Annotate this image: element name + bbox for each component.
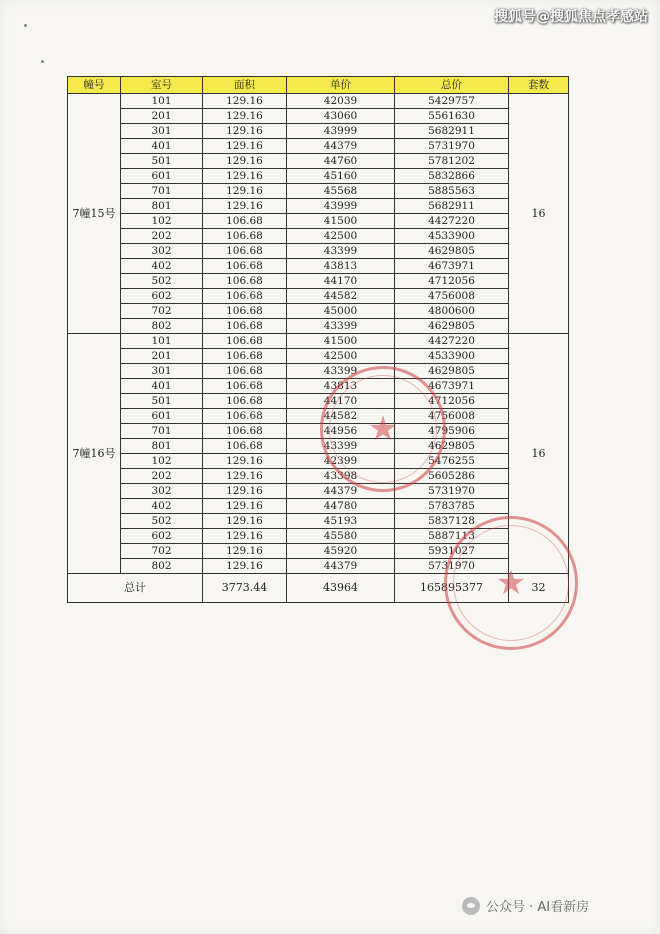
total-price-cell: 5561630 xyxy=(395,109,509,124)
count-cell: 16 xyxy=(509,94,569,334)
area-cell: 106.68 xyxy=(203,364,287,379)
room-cell: 602 xyxy=(121,529,203,544)
unit-price-cell: 44379 xyxy=(287,139,395,154)
unit-price-cell: 41500 xyxy=(287,334,395,349)
table-row xyxy=(68,259,569,274)
table-row xyxy=(68,334,569,349)
table-row xyxy=(68,514,569,529)
table-row xyxy=(68,124,569,139)
table-row xyxy=(68,544,569,559)
total-price-cell: 4629805 xyxy=(395,319,509,334)
unit-price-cell: 43813 xyxy=(287,379,395,394)
total-price: 165895377 xyxy=(395,574,509,603)
total-price-cell: 5931027 xyxy=(395,544,509,559)
unit-price-cell: 43060 xyxy=(287,109,395,124)
building-cell: 7幢16号 xyxy=(68,334,121,574)
table-row xyxy=(68,379,569,394)
footer-watermark xyxy=(462,896,589,915)
building-cell: 7幢15号 xyxy=(68,94,121,334)
paper-speck xyxy=(41,60,44,63)
room-cell: 501 xyxy=(121,394,203,409)
room-cell: 702 xyxy=(121,304,203,319)
room-cell: 301 xyxy=(121,124,203,139)
area-cell: 106.68 xyxy=(203,229,287,244)
unit-price-cell: 42500 xyxy=(287,349,395,364)
area-cell: 129.16 xyxy=(203,154,287,169)
area-cell: 129.16 xyxy=(203,529,287,544)
room-cell: 702 xyxy=(121,544,203,559)
total-price-cell: 4800600 xyxy=(395,304,509,319)
unit-price-cell: 45568 xyxy=(287,184,395,199)
table-body xyxy=(68,94,569,574)
total-price-cell: 4673971 xyxy=(395,259,509,274)
room-cell: 102 xyxy=(121,454,203,469)
unit-price-cell: 44379 xyxy=(287,484,395,499)
total-price-cell: 4427220 xyxy=(395,214,509,229)
total-price-cell: 5837128 xyxy=(395,514,509,529)
area-cell: 129.16 xyxy=(203,124,287,139)
area-cell: 129.16 xyxy=(203,499,287,514)
area-cell: 129.16 xyxy=(203,559,287,574)
total-price-cell: 5682911 xyxy=(395,199,509,214)
unit-price-cell: 44582 xyxy=(287,289,395,304)
unit-price-cell: 42500 xyxy=(287,229,395,244)
room-cell: 502 xyxy=(121,514,203,529)
unit-price-cell: 43399 xyxy=(287,439,395,454)
total-price-cell: 4427220 xyxy=(395,334,509,349)
total-price-cell: 4673971 xyxy=(395,379,509,394)
room-cell: 301 xyxy=(121,364,203,379)
total-price-cell: 5731970 xyxy=(395,139,509,154)
unit-price-cell: 44379 xyxy=(287,559,395,574)
header-building: 幢号 xyxy=(68,77,121,94)
unit-price-cell: 45920 xyxy=(287,544,395,559)
table-row xyxy=(68,94,569,109)
room-cell: 502 xyxy=(121,274,203,289)
room-cell: 701 xyxy=(121,184,203,199)
room-cell: 202 xyxy=(121,469,203,484)
table-row xyxy=(68,139,569,154)
table-row xyxy=(68,184,569,199)
room-cell: 101 xyxy=(121,94,203,109)
unit-price-cell: 42039 xyxy=(287,94,395,109)
unit-price-cell: 43813 xyxy=(287,259,395,274)
room-cell: 201 xyxy=(121,349,203,364)
room-cell: 202 xyxy=(121,229,203,244)
table-row xyxy=(68,199,569,214)
room-cell: 801 xyxy=(121,199,203,214)
total-label: 总计 xyxy=(68,574,203,603)
area-cell: 106.68 xyxy=(203,394,287,409)
area-cell: 129.16 xyxy=(203,469,287,484)
table-row xyxy=(68,169,569,184)
area-cell: 106.68 xyxy=(203,214,287,229)
table-row xyxy=(68,484,569,499)
total-row xyxy=(68,574,569,603)
header-area: 面积 xyxy=(203,77,287,94)
total-price-cell: 4756008 xyxy=(395,409,509,424)
unit-price-cell: 44956 xyxy=(287,424,395,439)
room-cell: 102 xyxy=(121,214,203,229)
unit-price-cell: 41500 xyxy=(287,214,395,229)
room-cell: 602 xyxy=(121,289,203,304)
table-row xyxy=(68,559,569,574)
unit-price-cell: 44170 xyxy=(287,394,395,409)
room-cell: 601 xyxy=(121,409,203,424)
area-cell: 129.16 xyxy=(203,199,287,214)
paper-speck xyxy=(24,24,27,27)
unit-price-cell: 43999 xyxy=(287,199,395,214)
room-cell: 801 xyxy=(121,439,203,454)
area-cell: 106.68 xyxy=(203,259,287,274)
total-price-cell: 5731970 xyxy=(395,559,509,574)
total-price-cell: 4795906 xyxy=(395,424,509,439)
table-row xyxy=(68,304,569,319)
total-price-cell: 5476255 xyxy=(395,454,509,469)
table-row xyxy=(68,394,569,409)
footer-watermark-text: 公众号 · AI看新房 xyxy=(486,900,590,915)
seal-star-icon: ★ xyxy=(367,409,399,449)
header-total-price: 总价 xyxy=(395,77,509,94)
unit-price-cell: 44760 xyxy=(287,154,395,169)
area-cell: 129.16 xyxy=(203,184,287,199)
area-cell: 106.68 xyxy=(203,334,287,349)
total-price-cell: 5832866 xyxy=(395,169,509,184)
room-cell: 802 xyxy=(121,319,203,334)
table-row xyxy=(68,319,569,334)
total-count: 32 xyxy=(509,574,569,603)
table-row xyxy=(68,469,569,484)
table-row xyxy=(68,109,569,124)
table-row xyxy=(68,229,569,244)
count-cell: 16 xyxy=(509,334,569,574)
total-price-cell: 5605286 xyxy=(395,469,509,484)
table-row xyxy=(68,214,569,229)
area-cell: 106.68 xyxy=(203,424,287,439)
total-price-cell: 5887113 xyxy=(395,529,509,544)
total-price-cell: 5731970 xyxy=(395,484,509,499)
total-price-cell: 4756008 xyxy=(395,289,509,304)
total-price-cell: 5885563 xyxy=(395,184,509,199)
unit-price-cell: 42399 xyxy=(287,454,395,469)
top-watermark: 搜狐号@搜狐焦点孝感站 xyxy=(494,9,648,25)
wechat-icon xyxy=(462,897,480,915)
area-cell: 106.68 xyxy=(203,319,287,334)
room-cell: 401 xyxy=(121,379,203,394)
total-price-cell: 5783785 xyxy=(395,499,509,514)
unit-price-cell: 45160 xyxy=(287,169,395,184)
room-cell: 302 xyxy=(121,484,203,499)
unit-price-cell: 43399 xyxy=(287,319,395,334)
unit-price-table xyxy=(67,76,569,603)
total-price-cell: 4712056 xyxy=(395,394,509,409)
table-row xyxy=(68,409,569,424)
area-cell: 106.68 xyxy=(203,409,287,424)
area-cell: 129.16 xyxy=(203,139,287,154)
room-cell: 802 xyxy=(121,559,203,574)
room-cell: 402 xyxy=(121,499,203,514)
table-row xyxy=(68,154,569,169)
total-price-cell: 5781202 xyxy=(395,154,509,169)
table-row xyxy=(68,289,569,304)
unit-price-cell: 44780 xyxy=(287,499,395,514)
table-row xyxy=(68,439,569,454)
room-cell: 601 xyxy=(121,169,203,184)
area-cell: 106.68 xyxy=(203,304,287,319)
total-price-cell: 5429757 xyxy=(395,94,509,109)
seal-star-icon: ★ xyxy=(495,563,527,603)
area-cell: 129.16 xyxy=(203,484,287,499)
table-row xyxy=(68,424,569,439)
table-row xyxy=(68,454,569,469)
unit-price-cell: 45000 xyxy=(287,304,395,319)
area-cell: 129.16 xyxy=(203,109,287,124)
header-unit-price: 单价 xyxy=(287,77,395,94)
area-cell: 129.16 xyxy=(203,454,287,469)
total-price-cell: 4533900 xyxy=(395,349,509,364)
area-cell: 129.16 xyxy=(203,544,287,559)
room-cell: 701 xyxy=(121,424,203,439)
area-cell: 129.16 xyxy=(203,514,287,529)
table-row xyxy=(68,349,569,364)
area-cell: 106.68 xyxy=(203,274,287,289)
room-cell: 402 xyxy=(121,259,203,274)
room-cell: 101 xyxy=(121,334,203,349)
unit-price-cell: 45193 xyxy=(287,514,395,529)
area-cell: 106.68 xyxy=(203,244,287,259)
total-area: 3773.44 xyxy=(203,574,287,603)
table-row xyxy=(68,499,569,514)
unit-price-cell: 44582 xyxy=(287,409,395,424)
unit-price-cell: 43999 xyxy=(287,124,395,139)
total-unit-price: 43964 xyxy=(287,574,395,603)
area-cell: 106.68 xyxy=(203,289,287,304)
header-count: 套数 xyxy=(509,77,569,94)
total-price-cell: 4533900 xyxy=(395,229,509,244)
total-price-cell: 4712056 xyxy=(395,274,509,289)
unit-price-cell: 43399 xyxy=(287,364,395,379)
table-row xyxy=(68,244,569,259)
unit-price-cell: 45580 xyxy=(287,529,395,544)
area-cell: 129.16 xyxy=(203,169,287,184)
area-cell: 106.68 xyxy=(203,379,287,394)
table-row xyxy=(68,274,569,289)
room-cell: 302 xyxy=(121,244,203,259)
area-cell: 129.16 xyxy=(203,94,287,109)
unit-price-cell: 44170 xyxy=(287,274,395,289)
table-row xyxy=(68,364,569,379)
table-row xyxy=(68,529,569,544)
area-cell: 106.68 xyxy=(203,439,287,454)
room-cell: 401 xyxy=(121,139,203,154)
header-room: 室号 xyxy=(121,77,203,94)
total-price-cell: 4629805 xyxy=(395,364,509,379)
room-cell: 501 xyxy=(121,154,203,169)
total-price-cell: 4629805 xyxy=(395,439,509,454)
unit-price-cell: 43399 xyxy=(287,244,395,259)
table-header-row xyxy=(68,77,569,94)
area-cell: 106.68 xyxy=(203,349,287,364)
total-price-cell: 4629805 xyxy=(395,244,509,259)
unit-price-cell: 43398 xyxy=(287,469,395,484)
total-price-cell: 5682911 xyxy=(395,124,509,139)
room-cell: 201 xyxy=(121,109,203,124)
